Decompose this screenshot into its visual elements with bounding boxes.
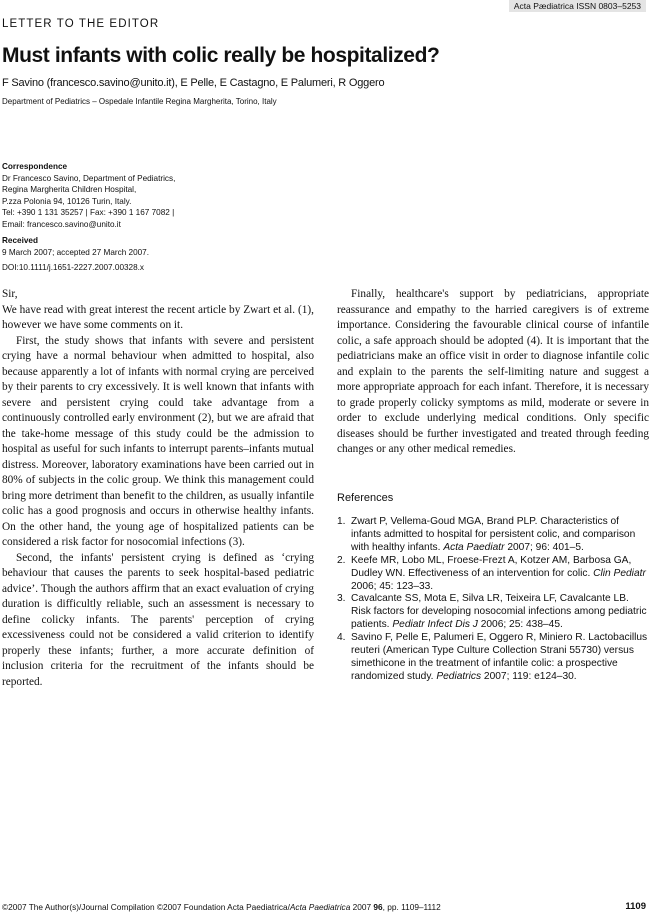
- reference-journal: Acta Paediatr: [443, 541, 505, 553]
- reference-item: [337, 555, 649, 594]
- author-list: F Savino (francesco.savino@unito.it), E Pelle, E Castagno, E Palumeri, R Oggero: [2, 77, 385, 89]
- copyright-text: ©2007 The Author(s)/Journal Compilation ©2007 Foundation Acta Paediatrica/: [2, 902, 290, 912]
- body-column-right: [337, 287, 649, 458]
- reference-journal: Clin Pediatr: [593, 567, 646, 579]
- reference-citation: 2006; 45: 123–33.: [351, 580, 434, 592]
- received-dates: 9 March 2007; accepted 27 March 2007.: [2, 247, 150, 257]
- correspondence-block: [2, 161, 262, 231]
- salutation: Sir,: [2, 288, 18, 300]
- body-column-left: [2, 287, 314, 690]
- correspondence-line: Tel: +390 1 131 35257 | Fax: +390 1 167 7082 |: [2, 208, 175, 218]
- reference-number: 3.: [337, 593, 346, 605]
- correspondence-email: Email: francesco.savino@unito.it: [2, 219, 121, 229]
- correspondence-line: P.zza Polonia 94, 10126 Turin, Italy.: [2, 196, 132, 206]
- received-heading: Received: [2, 236, 38, 245]
- reference-item: [337, 516, 649, 555]
- section-label: LETTER TO THE EDITOR: [2, 18, 160, 30]
- paragraph-3: Second, the infants' persistent crying is defined as ‘crying behaviour that causes the parents to seek hospital-based pediatric advice’. Though the authors affirm that an exact evaluation of crying duration is difficultly reliable, such an assessment is necessary to define colicky infants. The parents' perception of crying excessiveness could not be considered a valid criterion to identify properly these infants; further, a more accurate definition of inclusion criteria for the recruitment of the infants should be reported.: [2, 551, 314, 688]
- paragraph-1: We have read with great interest the recent article by Zwart et al. (1), however we have some comments on it.: [2, 303, 314, 331]
- reference-citation: 2007; 96: 401–5.: [507, 541, 584, 553]
- paragraph-4: Finally, healthcare's support by pediatricians, appropriate reassurance and empathy to the harried caregivers is of extreme importance. Considering the favourable clinical course of infantile colic, a safe approach should be adopted (4). It is important that the pediatricians make an office visit in order to diagnose infantile colic and explain to the parents the self-limiting nature and suggest a more appropriate approach for each infant. Therefore, it is necessary to grade properly colicky symptoms as mild, moderate or severe in order to exclude underlying medical conditions. Only specific diseases should be further investigated and treated through feeding changes or any other medical remedies.: [337, 288, 649, 455]
- article-title: Must infants with colic really be hospitalized?: [2, 44, 440, 67]
- affiliation: Department of Pediatrics – Ospedale Infantile Regina Margherita, Torino, Italy: [2, 97, 277, 106]
- received-block: [2, 235, 262, 274]
- paragraph-2: First, the study shows that infants with severe and persistent crying have a normal behaviour when admitted to hospital, also because apparently a lot of infants with normal crying are perceived by their parents to cry excessively. It is well known that infants with severe and persistent crying could take advantage from a continuously controlled early environment (2), but we are afraid that the take-home message of this study could be the admission to hospital as useful for such infants to interrupt parents–infants mutual distress. Moreover, laboratory examinations have been carried out in 80% of subjects in the colic group. We think this management could bring more detriment than benefit to the children, as usually infantile colic has a good prognosis and occurs in otherwise healthy infants. On the other hand, the young age of hospitalized patients can be considered a risk factor for nosocomial infections (3).: [2, 334, 314, 548]
- correspondence-heading: Correspondence: [2, 162, 68, 171]
- copyright-volume: 96: [373, 902, 383, 912]
- reference-citation: 2006; 25: 438–45.: [480, 619, 563, 631]
- reference-text: Keefe MR, Lobo ML, Froese-Frezt A, Kotzer AM, Barbosa GA, Dudley WN. Effectiveness of an intervention for colic.: [351, 554, 632, 579]
- reference-item: [337, 632, 649, 684]
- journal-issn: Acta Pædiatrica ISSN 0803–5253: [509, 0, 646, 12]
- correspondence-line: Regina Margherita Children Hospital,: [2, 185, 137, 195]
- copyright-pages: , pp. 1109–1112: [382, 902, 441, 912]
- page-number: 1109: [625, 901, 646, 912]
- reference-journal: Pediatrics: [436, 670, 482, 682]
- reference-text: Cavalcante SS, Mota E, Silva LR, Teixeira LF, Cavalcante LB. Risk factors for developing nosocomial infections among pediatric patients.: [351, 593, 647, 631]
- reference-number: 1.: [337, 516, 346, 527]
- reference-number: 2.: [337, 554, 346, 566]
- reference-item: [337, 593, 649, 632]
- copyright-year: 2007: [352, 902, 372, 912]
- footer-copyright: [2, 902, 441, 912]
- doi: DOI:10.1111/j.1651-2227.2007.00328.x: [2, 263, 145, 273]
- reference-citation: 2007; 119: e124–30.: [483, 670, 577, 682]
- copyright-journal: Acta Paediatrica: [289, 902, 351, 912]
- references-heading: References: [337, 492, 394, 504]
- reference-journal: Pediatr Infect Dis J: [392, 619, 478, 631]
- reference-number: 4.: [337, 632, 346, 644]
- correspondence-line: Dr Francesco Savino, Department of Pediatrics,: [2, 173, 176, 183]
- reference-text: Savino F, Pelle E, Palumeri E, Oggero R, Miniero R. Lactobacillus reuteri (American Type Culture Collection Strani 55730) versus simethicone in the treatment of infantile colic: a prospective randomized study.: [351, 632, 648, 682]
- reference-list: [337, 516, 649, 684]
- reference-text: Zwart P, Vellema-Goud MGA, Brand PLP. Characteristics of infants admitted to hospital for persistent colic, and comparison with healthy infants.: [351, 516, 636, 553]
